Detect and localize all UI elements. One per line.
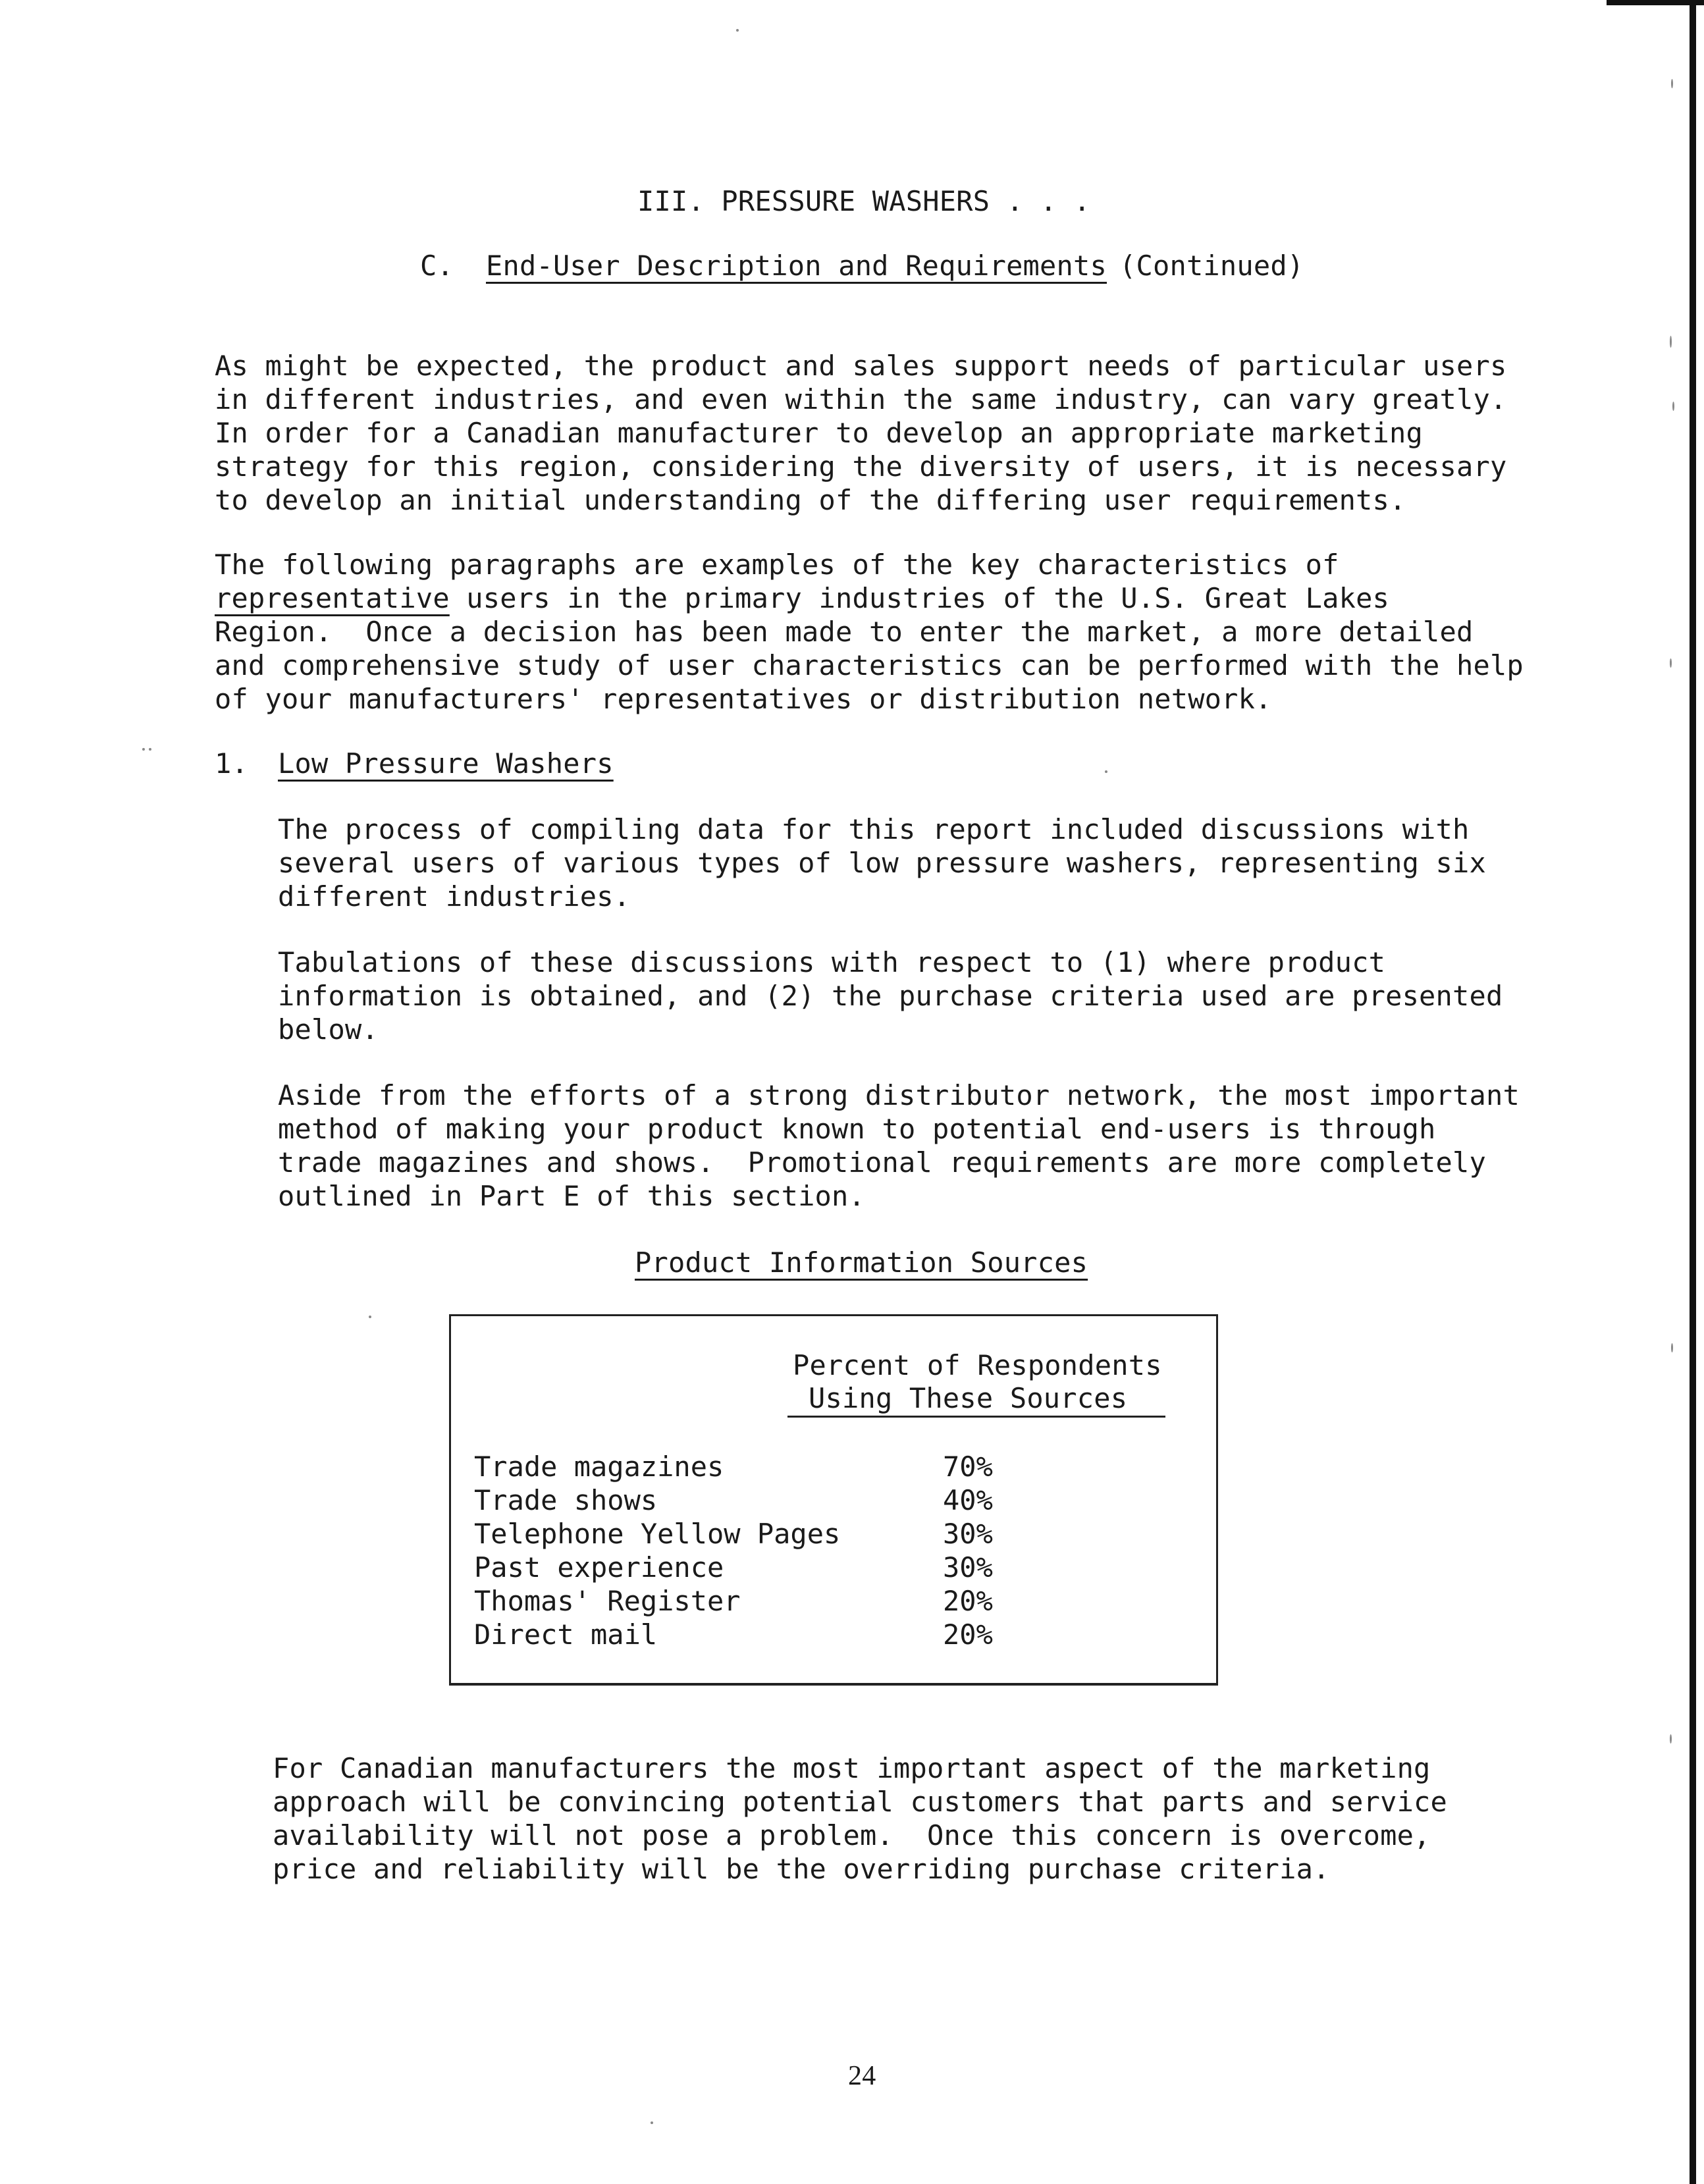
scan-edge-right [1690,0,1696,2184]
table-row-value: 30% [943,1551,993,1584]
table-row-value: 20% [943,1618,993,1651]
scan-speck [1670,336,1672,348]
paragraph-line: users in the primary industries of the U.S. Great Lakes [449,582,1390,614]
scan-speck [1670,658,1672,668]
table-row-label: Thomas' Register [474,1585,741,1617]
table-caption: Product Information Sources [635,1246,1088,1279]
table-row-value: 20% [943,1585,993,1617]
table-row-value: 40% [943,1484,993,1516]
subsection-letter: C. [420,250,454,282]
paragraph-distributor-network: Aside from the efforts of a strong distributor network, the most important method of making your product known to potential end-users is through trade magazines and shows. Promotional requirements are more completely outlined in Part E of this section. [278,1079,1520,1212]
scan-speck [736,29,739,32]
paragraph-line: The following paragraphs are examples of the key characteristics of [215,548,1339,581]
table-header-line-1: Percent of Respondents [793,1349,1162,1381]
scan-speck [149,748,151,751]
table-row-label: Trade shows [474,1484,658,1516]
paragraph-representative-users [215,548,1524,716]
scan-speck [1671,1343,1673,1352]
scan-speck [369,1316,371,1318]
table-header-line-2: Using These Sources [809,1382,1128,1414]
subsection-suffix: (Continued) [1119,250,1304,282]
scan-speck [1671,79,1673,88]
scan-speck [1672,402,1674,411]
paragraph-compiling-data: The process of compiling data for this report included discussions with several users of various types of low pressure washers, representing six different industries. [278,813,1487,913]
table-row-value: 70% [943,1451,993,1483]
subsection-title: End-User Description and Requirements [486,250,1107,282]
table-header-rule [787,1416,1165,1418]
scan-speck [142,748,145,751]
scan-speck [1670,1734,1672,1744]
paragraph-lines: Region. Once a decision has been made to enter the market, a more detailed and comprehensive study of user characteristics can be performed with the help of your manufacturers' representatives or distribution network. [215,616,1524,715]
paragraph-user-needs: As might be expected, the product and sales support needs of particular users in different industries, and even within the same industry, can vary greatly. In order for a Canadian manufacturer to develop an appropriate marketing strategy for this region, considering the diversity of users, it is necessary to develop an initial understanding of the differing user requirements. [215,350,1507,516]
scan-speck [1105,770,1107,773]
paragraph-tabulations: Tabulations of these discussions with respect to (1) where product information is obtained, and (2) the purchase criteria used are presented below. [278,946,1503,1046]
table-row-label: Telephone Yellow Pages [474,1518,841,1550]
table-row-label: Trade magazines [474,1451,724,1483]
list-item-title: Low Pressure Washers [278,747,614,780]
paragraph-canadian-manufacturers: For Canadian manufacturers the most important aspect of the marketing approach will be convincing potential customers that parts and service availability will not pose a problem. Once this concern is overcome, price and reliability will be the overriding purchase criteria. [273,1752,1448,1885]
section-heading: III. PRESSURE WASHERS . . . [637,185,1091,217]
page-number: 24 [848,2061,876,2091]
scan-speck [651,2121,653,2124]
table-row-value: 30% [943,1518,993,1550]
table-row-label: Direct mail [474,1618,658,1651]
table-row-label: Past experience [474,1551,724,1584]
list-item-number: 1. [215,747,248,780]
underlined-word: representative [215,582,450,614]
